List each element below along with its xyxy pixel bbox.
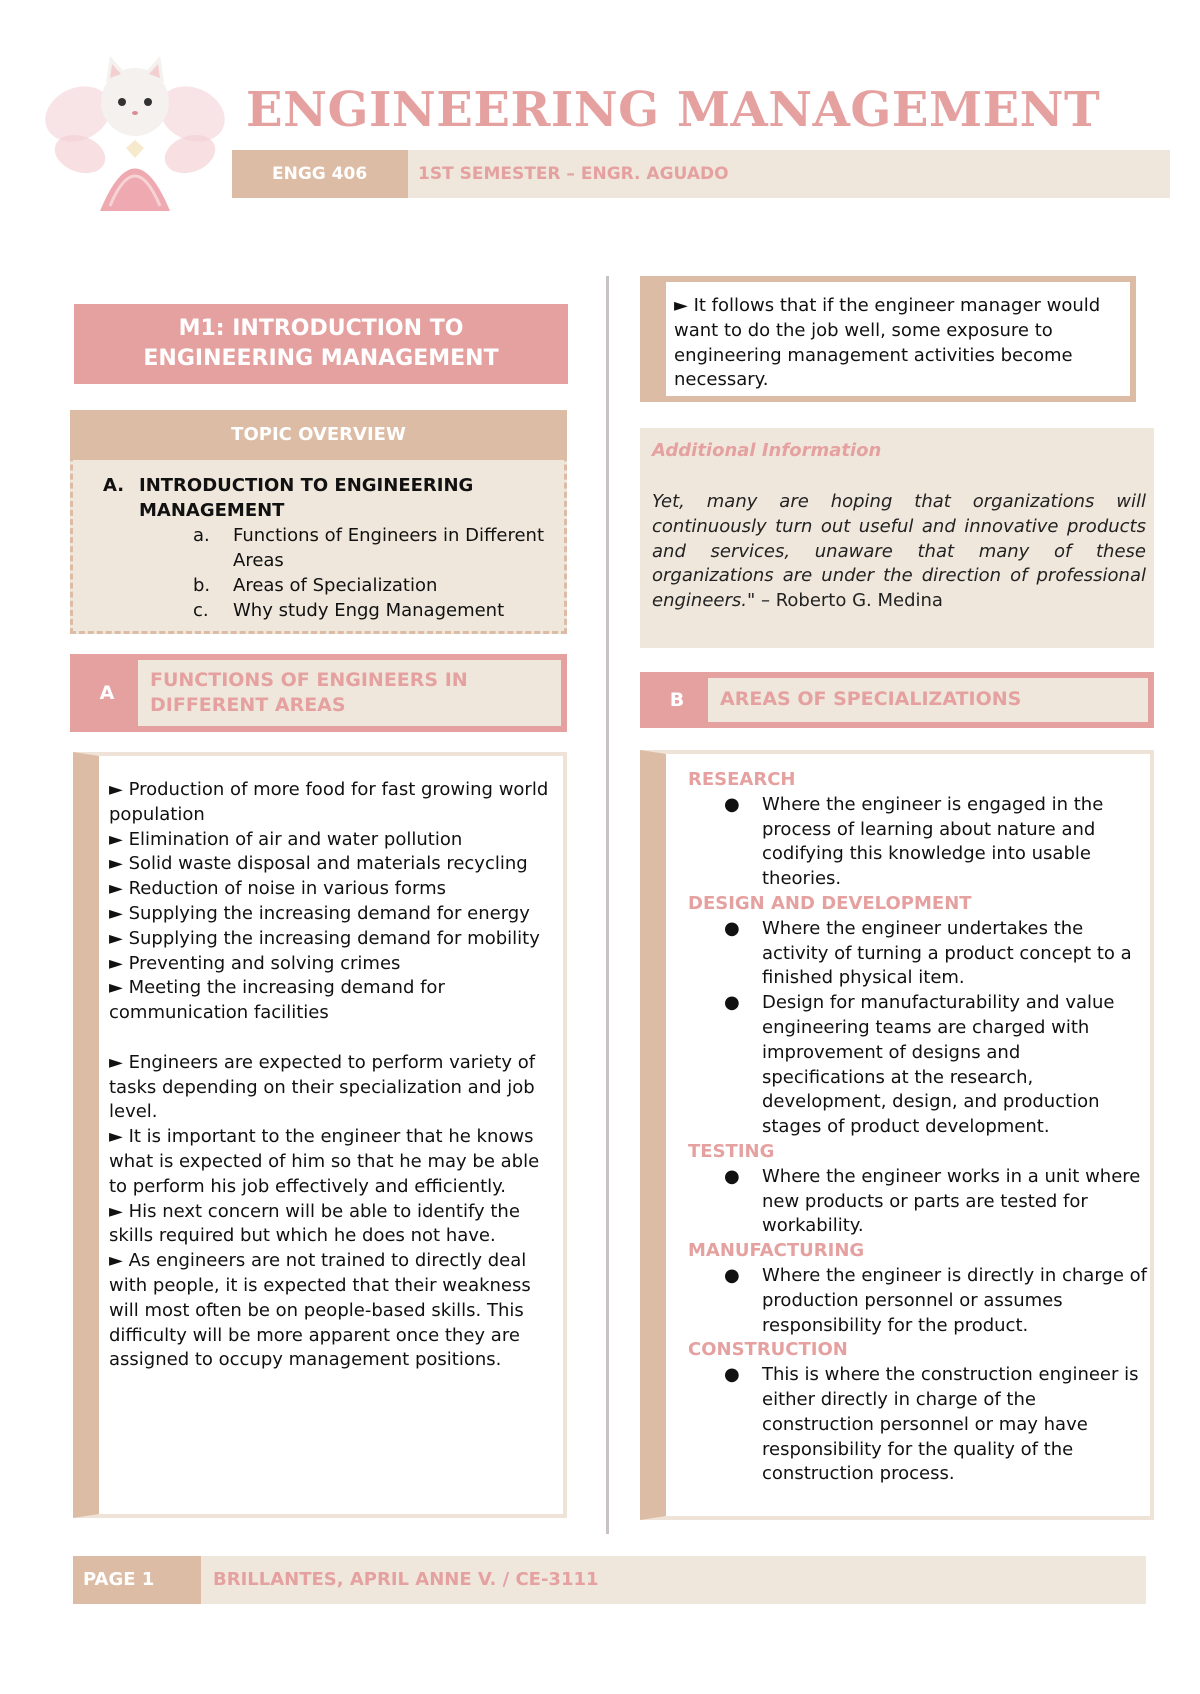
topic-subitem xyxy=(193,523,563,573)
bullet-text: This is where the construction engineer is either directly in charge of the construction personnel or may have responsibility for the quality of the construction process. xyxy=(762,1364,1139,1485)
section-a-header xyxy=(70,654,567,732)
note-item: ► As engineers are not trained to directly deal with people, it is expected that their weakness will most often be on people-based skills. This difficulty will be more apparent once they are assigned to occupy management positions. xyxy=(109,1250,531,1371)
bullet-icon: ● xyxy=(724,793,740,815)
note-item: ► His next concern will be able to identify the skills required but which he does not have. xyxy=(109,1200,520,1247)
bullet-text: Where the engineer works in a unit where new products or parts are tested for workability. xyxy=(762,1165,1141,1237)
area-heading-research: RESEARCH xyxy=(688,769,796,790)
area-heading-manufacturing: MANUFACTURING xyxy=(688,1240,865,1262)
module-title-box xyxy=(74,304,568,384)
quote-attribution: – Roberto G. Medina xyxy=(755,590,943,612)
section-a-body xyxy=(73,752,567,1518)
page-footer xyxy=(73,1556,1146,1604)
topic-item-title: INTRODUCTION TO ENGINEERING MANAGEMENT xyxy=(139,475,474,521)
topic-overview-box xyxy=(70,410,567,634)
section-a-title xyxy=(150,668,468,718)
section-a-title-line1: FUNCTIONS OF ENGINEERS IN xyxy=(150,669,468,691)
section-b-title: AREAS OF SPECIALIZATIONS xyxy=(720,688,1022,710)
bullet-icon: ● xyxy=(724,1264,740,1286)
additional-info-quote xyxy=(652,490,1146,614)
bullet-text: Where the engineer is engaged in the process of learning about nature and codifying this knowledge into usable theories. xyxy=(762,793,1104,890)
topic-item-a xyxy=(103,473,539,523)
bullet-icon: ● xyxy=(724,917,740,939)
note-item: ► Engineers are expected to perform variety of tasks depending on their specialization and job level. xyxy=(109,1051,536,1123)
quote-text: Yet, many are hoping that organizations will continuously turn out useful and innovative products and services, unaware that many of these organizations are under the direction of professional engineers." xyxy=(652,491,1146,612)
bullet-icon: ● xyxy=(724,992,740,1014)
section-a-title-line2: DIFFERENT AREAS xyxy=(150,694,346,716)
area-bullet xyxy=(688,793,1148,892)
area-bullet xyxy=(688,917,1148,991)
topic-subitem-text: Why study Engg Management xyxy=(233,600,505,621)
bullet-icon: ● xyxy=(724,1364,740,1386)
area-bullet xyxy=(688,991,1148,1140)
area-bullet xyxy=(688,1264,1148,1338)
functions-list xyxy=(109,778,549,1373)
section-a-letter: A xyxy=(76,660,138,726)
specializations-list xyxy=(688,768,1148,1487)
topic-subitems-list xyxy=(193,523,563,623)
spacer xyxy=(109,1026,549,1051)
topic-subitem-label: a. xyxy=(193,525,210,546)
module-title-line2: ENGINEERING MANAGEMENT xyxy=(143,346,499,371)
document-title: ENGINEERING MANAGEMENT xyxy=(246,82,1101,138)
section-b-letter: B xyxy=(646,678,708,722)
area-bullets xyxy=(688,917,1148,1140)
area-heading-testing: TESTING xyxy=(688,1140,775,1162)
topic-subitem xyxy=(193,598,563,623)
area-bullets xyxy=(688,1363,1148,1487)
bullet-text: Where the engineer undertakes the activity of turning a product concept to a finished physical item. xyxy=(762,917,1132,989)
function-item: ► Meeting the increasing demand for communication facilities xyxy=(109,977,445,1024)
section-b-header xyxy=(640,672,1154,728)
topic-subitem-text: Areas of Specialization xyxy=(233,575,438,596)
section-b-body xyxy=(640,750,1154,1520)
function-item: ► Solid waste disposal and materials recycling xyxy=(109,853,528,875)
note-item: ► It is important to the engineer that he knows what is expected of him so that he may be able to perform his job effectively and efficiently. xyxy=(109,1126,540,1197)
fairy-kitten-mascot-image xyxy=(40,36,230,226)
column-divider xyxy=(606,276,609,1534)
function-item: ► Supplying the increasing demand for mobility xyxy=(109,927,540,949)
course-code: ENGG 406 xyxy=(232,150,408,198)
topic-overview-heading: TOPIC OVERVIEW xyxy=(70,410,567,460)
area-bullets xyxy=(688,1165,1148,1239)
bullet-text: Where the engineer is directly in charge of production personnel or assumes responsibility for the product. xyxy=(762,1264,1147,1336)
area-bullets xyxy=(688,793,1148,892)
area-heading-design: DESIGN AND DEVELOPMENT xyxy=(688,892,972,914)
topic-subitem-text: Functions of Engineers in Different Areas xyxy=(233,525,545,571)
semester-instructor: 1ST SEMESTER – ENGR. AGUADO xyxy=(418,164,729,184)
area-bullet xyxy=(688,1165,1148,1239)
additional-info-box xyxy=(640,428,1154,648)
topic-subitem xyxy=(193,573,563,598)
additional-info-label: Additional Information xyxy=(652,440,882,461)
bullet-icon: ● xyxy=(724,1165,740,1187)
area-bullets xyxy=(688,1264,1148,1338)
function-item: ► Supplying the increasing demand for energy xyxy=(109,902,530,924)
follows-note-box xyxy=(640,276,1136,402)
course-info-bar xyxy=(232,150,1170,198)
function-item: ► Production of more food for fast growing world population xyxy=(109,779,549,825)
topic-item-letter: A. xyxy=(103,475,125,496)
function-item: ► Reduction of noise in various forms xyxy=(109,878,447,900)
function-item: ► Preventing and solving crimes xyxy=(109,952,401,974)
topic-subitem-label: c. xyxy=(193,600,209,621)
topic-subitem-label: b. xyxy=(193,575,211,596)
area-bullet xyxy=(688,1363,1148,1487)
area-heading-construction: CONSTRUCTION xyxy=(688,1339,848,1361)
follows-note-text: ► It follows that if the engineer manager would want to do the job well, some exposure to engineering management activities become necessary. xyxy=(674,295,1101,391)
bullet-text: Design for manufacturability and value engineering teams are charged with improvement of designs and specifications at the research, development, design, and production stages of product development. xyxy=(762,992,1115,1138)
page-number: PAGE 1 xyxy=(73,1556,201,1604)
author-info: BRILLANTES, APRIL ANNE V. / CE-3111 xyxy=(213,1569,599,1590)
function-item: ► Elimination of air and water pollution xyxy=(109,828,463,850)
module-title-line1: M1: INTRODUCTION TO xyxy=(178,316,464,341)
